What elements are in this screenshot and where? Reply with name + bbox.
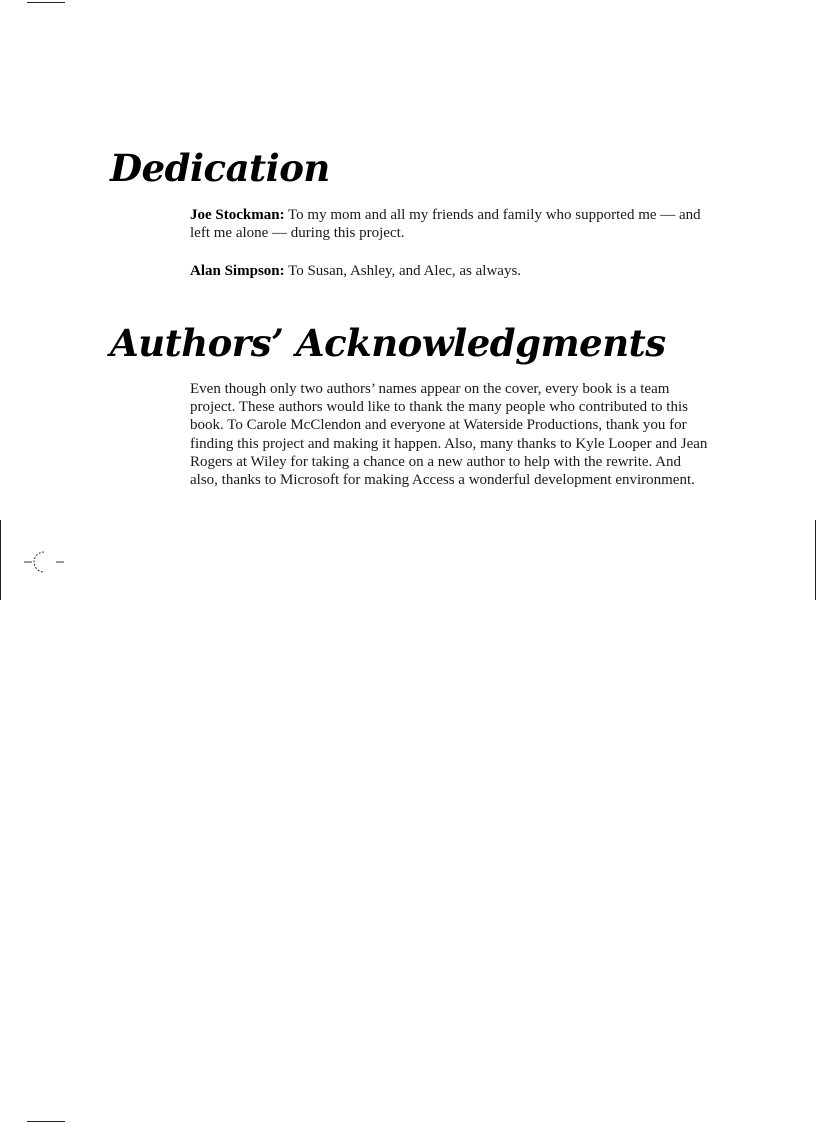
dedication-entry-alan [190,262,715,280]
dedication-entry-name: Alan Simpson: [190,263,285,279]
crop-mark-left-edge [0,520,1,600]
acknowledgments-heading: Authors’ Acknowledgments [110,321,666,365]
dedication-entry-text: To Susan, Ashley, and Alec, as always. [284,263,522,279]
dedication-entry-joe [190,206,715,242]
registration-mark-icon [22,549,66,575]
dedication-entry-name: Joe Stockman: [190,207,285,223]
dedication-entry-text: To my mom and all my friends and family who supported me — and left me alone — during this project. [190,207,701,242]
dedication-heading: Dedication [110,146,330,190]
crop-mark-top-left [27,2,65,3]
acknowledgments-body: Even though only two authors’ names appear on the cover, every book is a team project. These authors would like to thank the many people who contributed to this book. To Carole McClendon and everyone at Waterside Productions, thank you for finding this project and making it happen. Also, many thanks to Kyle Looper and Jean Rogers at Wiley for taking a chance on a new author to help with the rewrite. And also, thanks to Microsoft for making Access a wonderful development environment. [190,381,708,489]
crop-mark-bottom-left [27,1121,65,1122]
